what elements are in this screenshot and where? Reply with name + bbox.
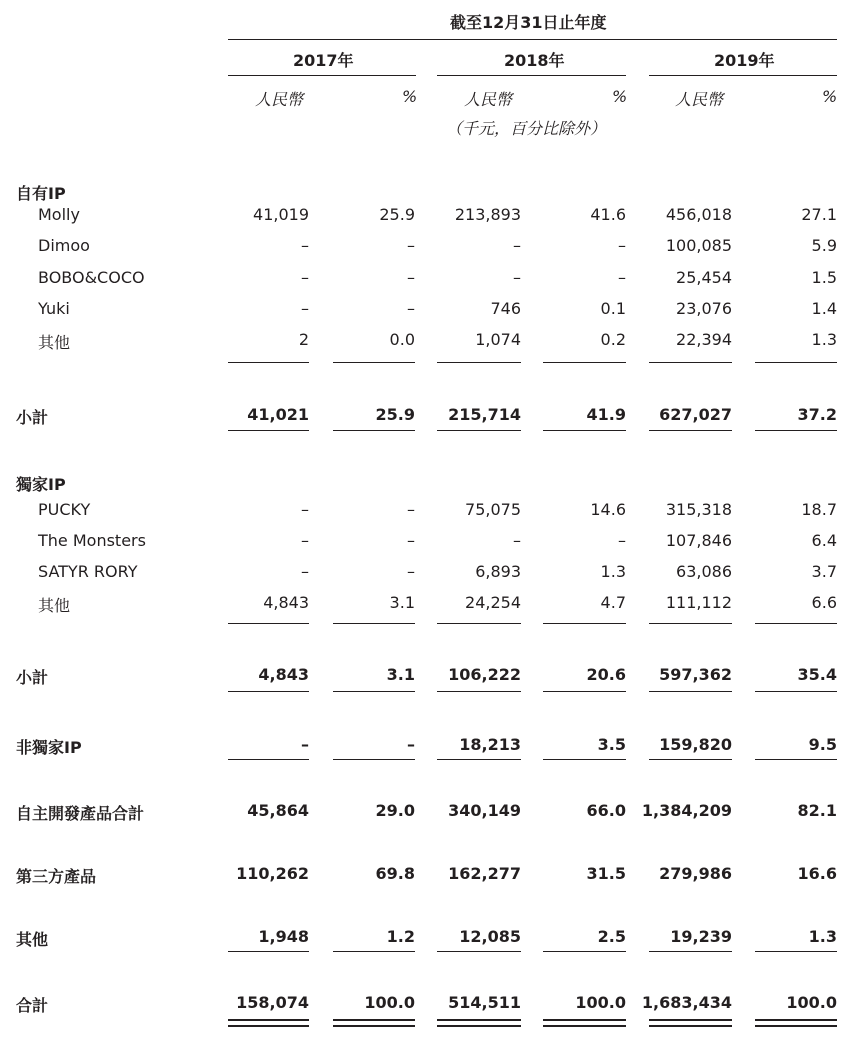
value-cell: 1,384,209 (641, 801, 732, 820)
total-rule (543, 951, 626, 952)
period-header: 截至12月31日止年度 (450, 13, 607, 32)
grand-total-rule-2 (228, 1025, 309, 1027)
value-cell: – (513, 531, 521, 550)
value-cell: 25.9 (379, 205, 415, 224)
value-cell: 2 (298, 330, 309, 349)
value-cell: – (513, 236, 521, 255)
value-cell: 25.9 (375, 405, 415, 424)
value-cell: 25,454 (676, 268, 732, 287)
value-cell: 41,021 (247, 405, 309, 424)
value-cell: 1.4 (811, 299, 837, 318)
value-cell: – (407, 268, 415, 287)
currency-2018: 人民幣 (464, 90, 513, 109)
value-cell: 597,362 (659, 665, 732, 684)
period-rule (228, 39, 837, 40)
value-cell: 18,213 (459, 735, 521, 754)
total-label: 自主開發產品合計 (16, 804, 145, 823)
value-cell: 100.0 (575, 993, 626, 1012)
value-cell: 63,086 (676, 562, 732, 581)
grand-total-rule-1 (649, 1019, 732, 1021)
grand-total-rule-1 (755, 1019, 837, 1021)
row-label: PUCKY (38, 500, 91, 519)
value-cell: – (301, 562, 309, 581)
currency-2019: 人民幣 (675, 90, 724, 109)
total-rule (437, 759, 521, 760)
value-cell: 111,112 (665, 593, 732, 612)
currency-2017: 人民幣 (255, 90, 304, 109)
value-cell: 9.5 (808, 735, 837, 754)
value-cell: 4,843 (258, 665, 309, 684)
value-cell: 31.5 (586, 864, 626, 883)
subtotal-top-rule (755, 362, 837, 363)
total-rule (755, 759, 837, 760)
subtotal-top-rule (649, 362, 732, 363)
value-cell: 627,027 (659, 405, 732, 424)
subtotal-top-rule (437, 623, 521, 624)
grand-total-rule-2 (333, 1025, 415, 1027)
total-rule (543, 759, 626, 760)
section-title-owned-ip: 自有IP (16, 184, 66, 203)
value-cell: 456,018 (665, 205, 732, 224)
value-cell: – (301, 299, 309, 318)
total-rule (649, 951, 732, 952)
subtotal-bottom-rule (333, 430, 415, 431)
value-cell: – (618, 236, 626, 255)
total-rule (228, 951, 309, 952)
grand-total-rule-1 (543, 1019, 626, 1021)
value-cell: – (407, 562, 415, 581)
subtotal-bottom-rule (437, 691, 521, 692)
year-rule-2018 (437, 75, 626, 76)
percent-2018: % (612, 87, 628, 106)
value-cell: – (301, 236, 309, 255)
value-cell: 4,843 (263, 593, 309, 612)
row-label: The Monsters (38, 531, 146, 550)
value-cell: – (407, 500, 415, 519)
value-cell: 16.6 (797, 864, 837, 883)
value-cell: 6.4 (811, 531, 837, 550)
value-cell: 37.2 (797, 405, 837, 424)
section-title-exclusive-ip: 獨家IP (16, 475, 66, 494)
subtotal-label: 小計 (16, 668, 49, 687)
value-cell: 22,394 (676, 330, 732, 349)
total-label: 第三方產品 (16, 867, 97, 886)
year-rule-2019 (649, 75, 837, 76)
value-cell: 0.1 (600, 299, 626, 318)
subtotal-bottom-rule (228, 691, 309, 692)
year-2017: 2017年 (293, 51, 354, 70)
year-2019: 2019年 (714, 51, 775, 70)
value-cell: – (407, 236, 415, 255)
value-cell: 213,893 (454, 205, 521, 224)
value-cell: 746 (490, 299, 521, 318)
value-cell: 19,239 (670, 927, 732, 946)
total-rule (755, 951, 837, 952)
value-cell: 24,254 (465, 593, 521, 612)
value-cell: 315,318 (665, 500, 732, 519)
value-cell: 3.5 (597, 735, 626, 754)
value-cell: – (407, 735, 415, 754)
year-2018: 2018年 (504, 51, 565, 70)
row-label: BOBO&COCO (38, 268, 145, 287)
value-cell: 110,262 (236, 864, 309, 883)
subtotal-bottom-rule (649, 691, 732, 692)
row-label: Yuki (38, 299, 70, 318)
subtotal-top-rule (543, 623, 626, 624)
value-cell: 18.7 (801, 500, 837, 519)
subtotal-top-rule (543, 362, 626, 363)
value-cell: 1,683,434 (641, 993, 732, 1012)
subtotal-top-rule (649, 623, 732, 624)
year-rule-2017 (228, 75, 416, 76)
value-cell: 27.1 (801, 205, 837, 224)
value-cell: – (301, 735, 309, 754)
value-cell: 100.0 (364, 993, 415, 1012)
row-label: Dimoo (38, 236, 90, 255)
value-cell: 29.0 (375, 801, 415, 820)
subtotal-top-rule (333, 362, 415, 363)
subtotal-top-rule (228, 362, 309, 363)
row-label: 其他 (38, 333, 71, 352)
grand-total-rule-2 (543, 1025, 626, 1027)
grand-total-rule-1 (333, 1019, 415, 1021)
row-label: Molly (38, 205, 80, 224)
value-cell: 1,074 (475, 330, 521, 349)
value-cell: 6,893 (475, 562, 521, 581)
value-cell: 82.1 (797, 801, 837, 820)
value-cell: – (513, 268, 521, 287)
subtotal-label: 小計 (16, 408, 49, 427)
value-cell: 0.2 (600, 330, 626, 349)
value-cell: 3.1 (386, 665, 415, 684)
value-cell: 514,511 (448, 993, 521, 1012)
total-label: 合計 (16, 996, 49, 1015)
value-cell: 158,074 (236, 993, 309, 1012)
subtotal-bottom-rule (543, 430, 626, 431)
subtotal-top-rule (437, 362, 521, 363)
value-cell: 75,075 (465, 500, 521, 519)
subtotal-bottom-rule (228, 430, 309, 431)
value-cell: 159,820 (659, 735, 732, 754)
value-cell: 340,149 (448, 801, 521, 820)
value-cell: – (618, 268, 626, 287)
value-cell: 45,864 (247, 801, 309, 820)
value-cell: 1.3 (811, 330, 837, 349)
value-cell: 2.5 (597, 927, 626, 946)
subtotal-top-rule (755, 623, 837, 624)
value-cell: 1.3 (600, 562, 626, 581)
value-cell: 66.0 (586, 801, 626, 820)
value-cell: – (618, 531, 626, 550)
value-cell: – (407, 531, 415, 550)
grand-total-rule-2 (649, 1025, 732, 1027)
value-cell: 6.6 (811, 593, 837, 612)
subtotal-top-rule (228, 623, 309, 624)
value-cell: 12,085 (459, 927, 521, 946)
total-rule (228, 759, 309, 760)
value-cell: 41.9 (586, 405, 626, 424)
value-cell: 14.6 (590, 500, 626, 519)
grand-total-rule-2 (755, 1025, 837, 1027)
total-label: 其他 (16, 930, 49, 949)
grand-total-rule-2 (437, 1025, 521, 1027)
value-cell: 1.3 (808, 927, 837, 946)
value-cell: 4.7 (600, 593, 626, 612)
total-rule (437, 951, 521, 952)
value-cell: – (407, 299, 415, 318)
grand-total-rule-1 (228, 1019, 309, 1021)
value-cell: 5.9 (811, 236, 837, 255)
subtotal-top-rule (333, 623, 415, 624)
value-cell: 41.6 (590, 205, 626, 224)
subtotal-bottom-rule (333, 691, 415, 692)
value-cell: 107,846 (665, 531, 732, 550)
subtotal-bottom-rule (755, 691, 837, 692)
value-cell: 1,948 (258, 927, 309, 946)
value-cell: 100,085 (665, 236, 732, 255)
value-cell: 106,222 (448, 665, 521, 684)
total-label: 非獨家IP (16, 738, 82, 757)
value-cell: 1.5 (811, 268, 837, 287)
value-cell: – (301, 268, 309, 287)
value-cell: 69.8 (375, 864, 415, 883)
subtotal-bottom-rule (437, 430, 521, 431)
value-cell: 3.1 (389, 593, 415, 612)
value-cell: 215,714 (448, 405, 521, 424)
row-label: SATYR RORY (38, 562, 138, 581)
total-rule (333, 951, 415, 952)
subtotal-bottom-rule (649, 430, 732, 431)
value-cell: 100.0 (786, 993, 837, 1012)
percent-2017: % (402, 87, 418, 106)
subtotal-bottom-rule (543, 691, 626, 692)
value-cell: 279,986 (659, 864, 732, 883)
value-cell: 35.4 (797, 665, 837, 684)
row-label: 其他 (38, 596, 71, 615)
value-cell: 20.6 (586, 665, 626, 684)
value-cell: 162,277 (448, 864, 521, 883)
value-cell: – (301, 500, 309, 519)
value-cell: 41,019 (253, 205, 309, 224)
value-cell: 0.0 (389, 330, 415, 349)
value-cell: – (301, 531, 309, 550)
value-cell: 3.7 (811, 562, 837, 581)
total-rule (333, 759, 415, 760)
grand-total-rule-1 (437, 1019, 521, 1021)
subtotal-bottom-rule (755, 430, 837, 431)
units-note: （千元，百分比除外） (446, 119, 607, 138)
total-rule (649, 759, 732, 760)
value-cell: 23,076 (676, 299, 732, 318)
value-cell: 1.2 (386, 927, 415, 946)
percent-2019: % (822, 87, 838, 106)
